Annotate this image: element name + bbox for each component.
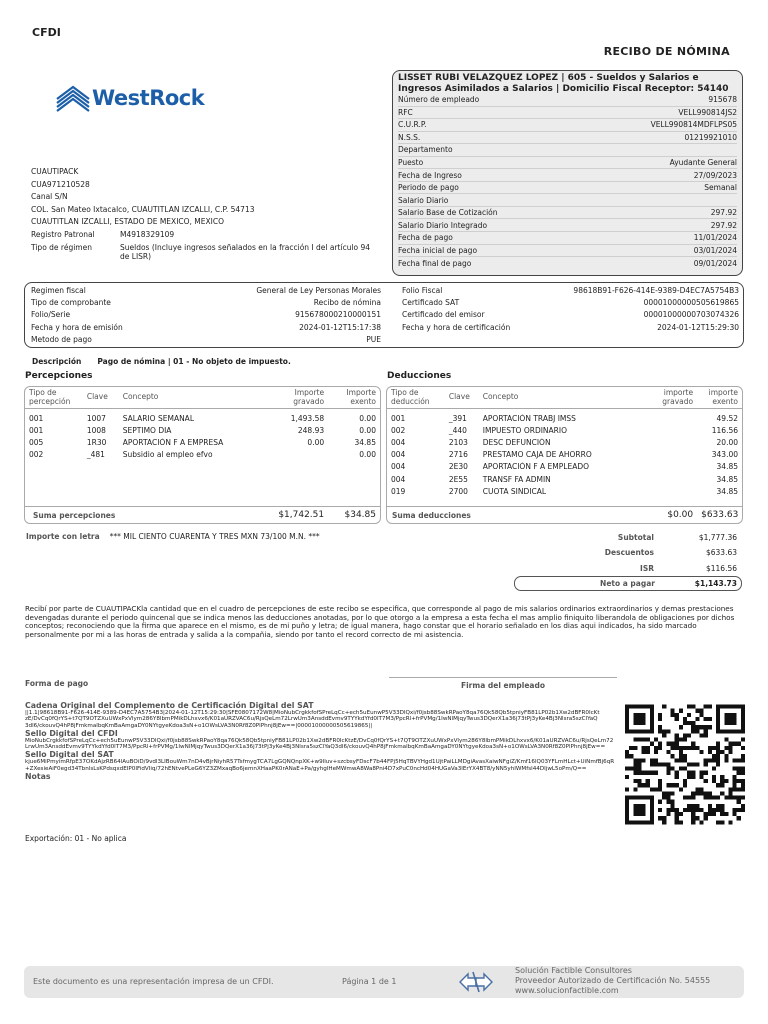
cell-concepto: IMPUESTO ORDINARIO [482,425,567,435]
cell-exento: 343.00 [711,450,739,460]
cell-exento: 116.56 [711,425,739,435]
footer-empresa: Solución Factible Consultores [515,966,632,975]
receptor-row-label: RFC [398,107,413,117]
suma-percepciones-exento: $34.85 [344,510,376,520]
sat-block [25,701,615,781]
total-value: $116.56 [705,563,737,573]
receptor-row-value: VELL990814MDFLPS05 [650,120,737,130]
table-row [387,473,742,485]
firma-line [389,677,617,678]
comprobante-label: Tipo de comprobante [31,297,111,307]
comprobante-row [402,309,739,321]
comprobante-label: Fecha y hora de certificación [402,322,511,332]
total-row [514,530,742,545]
comprobante-row [31,309,381,321]
comprobante-row [31,321,381,333]
receptor-row-value: 297.92 [710,208,737,218]
cell-clave: 1008 [86,425,106,435]
totales-rows [514,530,742,576]
receptor-box [392,70,743,276]
sello-cfdi: MioNubCrgkkfofSPreLqCc+ech5uEunwP5V33DlQxi/f0jsb88SwkRPaoY8qa76Qk58Qb5tpniyFB81LP02b1Xw2dBFR0IcKtzE/DvCq0fQrYS+t7QT9OTZXuUWxPxVlym286Y8lbmPMikDLhxvx6/K01aURZVAC6u/RjsQeLm72LrwUm3AnsddEvmv9TYYkdYfd0lT7M3/PpcRl+frPVMg/1IwNlMjqyTwus3DQerX1a36j73tPj3yKe4Bj3Nlsra5szClYaQ3dl6/ckouvQ4hP8jFmkmalbqKmBaAmgaDY0NYtgyeKdoa3sN+o1OWsLVA3N0Rf8Z0PlPhnj8jEw== [25,737,614,751]
footer-proveedor-no: Proveedor Autorizado de Certificación No. 54555 [515,976,711,985]
recibo-title: RECIBO DE NÓMINA [603,45,730,58]
receptor-row [398,182,737,195]
receptor-row-label: Número de empleado [398,95,480,105]
cell-tipo: 001 [29,425,44,435]
cell-exento: 0.00 [359,450,376,460]
comprobante-row [402,284,739,296]
descripcion-value: Pago de nómina | 01 - No objeto de impuesto. [97,357,291,366]
qr-code-icon [625,702,745,827]
deducciones-rows [387,409,742,497]
comprobante-value: 2024-01-12T15:29:30 [657,322,739,332]
table-row [387,461,742,473]
firma-empleado: Firma del empleado [460,681,546,690]
th-concepto: Concepto [122,393,159,402]
table-row [25,424,380,436]
cell-tipo: 019 [391,486,406,496]
regimen-value: Sueldos (Incluye ingresos señalados en la fracción I del artículo 94 de LISR) [120,242,371,261]
receptor-nombre: LISSET RUBI VELAZQUEZ LOPEZ | 605 - Sueldos y Salarios e Ingresos Asimilados a Salarios | Domicilio Fiscal Receptor: 54140 [398,73,729,94]
deducciones-title: Deducciones [387,371,452,381]
sello-cfdi-title: Sello Digital del CFDI [25,728,118,738]
emisor-colonia: COL. San Mateo Ixtacalco, CUAUTITLAN IZCALLI, C.P. 54713 [31,204,255,214]
cell-concepto: CUOTA SINDICAL [482,486,547,496]
footer-web: www.solucionfactible.com [515,986,619,995]
comprobante-right [402,284,739,333]
th-tipo: Tipo de percepción [29,389,71,406]
comprobante-label: Metodo de pago [31,334,92,344]
receptor-row-label: Salario Base de Cotización [398,208,498,218]
suma-deducciones-gravado: $0.00 [667,510,694,520]
receptor-row [398,257,737,270]
suma-percepciones-gravado: $1,742.51 [278,510,325,520]
cell-clave: 1007 [86,413,106,423]
total-label: Descuentos [604,548,654,558]
total-label: ISR [640,563,654,573]
receptor-row [398,169,737,182]
regimen-label: Tipo de régimen [31,242,92,252]
comprobante-row [402,296,739,308]
neto-label: Neto a pagar [600,578,655,588]
cell-clave: 2716 [448,450,468,460]
receptor-row-label: Periodo de pago [398,183,459,193]
receptor-row-value: 27/09/2023 [693,170,737,180]
totales [514,530,742,591]
receptor-row [398,94,737,107]
comprobante-row [31,284,381,296]
cell-clave: _391 [448,413,467,423]
suma-deducciones-exento: $633.63 [701,510,739,520]
cell-concepto: SALARIO SEMANAL [122,413,194,423]
th-gravado: Importe gravado [293,389,325,406]
cell-tipo: 004 [391,462,406,472]
receptor-row-label: Puesto [398,158,424,167]
receptor-rows [398,94,737,270]
cell-concepto: APORTACIÓN F A EMPRESA [122,437,224,447]
cell-exento: 49.52 [716,413,739,423]
cell-clave: 1R30 [86,437,107,447]
deducciones-suma [387,506,742,523]
cell-concepto: TRANSF FA ADMIN [482,474,551,484]
receptor-row [398,157,737,170]
comprobante-left [31,284,381,345]
table-row [25,436,380,448]
emisor-rfc: CUA971210528 [31,179,90,189]
receptor-row [398,219,737,232]
cell-clave: _440 [448,425,467,435]
footer-representacion: Este documento es una representación impresa de un CFDI. [33,977,274,986]
receptor-row-label: Fecha de Ingreso [398,170,462,180]
suma-percepciones-label: Suma percepciones [33,510,116,520]
cell-concepto: APORTACIÓN TRABJ IMSS [482,413,576,423]
table-row [387,424,742,436]
receptor-row-label: Salario Diario Integrado [398,220,488,230]
comprobante-value: 915678000210000151 [295,310,381,320]
cadena-original: ||1.1|98618B91-F626-414E-9389-D4EC7A5754B3|2024-01-12T15:29:30|SFE0807172W8|MioNubCrgkkfofSPreLqCc+ech5uEunwP5V33DlQxi/f0jsb88SwkRPaoY8qa76Qk58Qb5tpniyFB81LP02b1Xw2dBFR0IcKtzE/DvCq0fQrYS+t7QT9OTZXuUWxPxVlym286Y8lbmPMikDLhxvx6/K01aURZVAC6u/RjsQeLm72LrwUm3AnsddEvmv9TYYkdYfd0lT7M3/PpcRl+frPVMg/1IwNlMjqyTwus3DQerX1a36j73tPj3yKe4Bj3Nlsra5szClYaQ3dl6/ckouvQ4hP8jFmkmalbqKmBaAmgaDY0NYtgyeKdoa3sN+o1OWsLVA3N0Rf8Z0PlPhnj8jEw==|00001000000505619865|| [25,710,600,729]
total-row [514,561,742,576]
receptor-row-label: Salario Diario [398,195,449,205]
emisor-registro [31,229,391,242]
receptor-row-value: 297.92 [710,220,737,230]
cell-concepto: SEPTIMO DIA [122,425,172,435]
comprobante-value: 98618B91-F626-414E-9389-D4EC7A5754B3 [573,285,739,295]
receptor-row-value: Ayudante General [669,158,737,167]
percepciones-header [25,387,380,409]
descripcion-label: Descripción [32,357,82,366]
comprobante-label: Regimen fiscal [31,285,86,295]
cell-tipo: 001 [391,413,406,423]
cell-exento: 20.00 [716,437,739,447]
comprobante-label: Certificado SAT [402,297,460,307]
cell-tipo: 001 [29,413,44,423]
comprobante-value: 2024-01-12T15:17:38 [299,322,381,332]
receptor-row [398,232,737,245]
receptor-row-label: Fecha inicial de pago [398,245,478,255]
registro-value: M4918329109 [120,229,175,239]
footer-pagina: Página 1 de 1 [342,977,397,986]
comprobante-row [402,321,739,333]
notas-title: Notas [25,772,51,782]
emisor-block [31,166,391,261]
comprobante-label: Certificado del emisor [402,310,485,320]
importe-letra-label: Importe con letra [26,532,100,541]
receptor-row-label: Fecha de pago [398,233,453,243]
table-row [25,412,380,424]
forma-pago: Forma de pago [25,679,89,688]
table-row [25,449,380,461]
cell-concepto: APORTACIÓN F A EMPLEADO [482,462,590,472]
sello-sat-title: Sello Digital del SAT [25,750,114,760]
cell-tipo: 004 [391,450,406,460]
cell-clave: 2E30 [448,462,468,472]
registro-label: Registro Patronal [31,229,95,239]
cell-gravado: 248.93 [297,425,325,435]
cell-clave: 2E55 [448,474,468,484]
cell-exento: 0.00 [359,413,376,423]
cell-exento: 34.85 [716,462,739,472]
deducciones-table [386,386,743,524]
cell-tipo: 002 [391,425,406,435]
cell-exento: 34.85 [716,486,739,496]
receptor-row-label: Fecha final de pago [398,258,472,268]
th-tipo: Tipo de deducción [391,389,430,406]
table-row [387,436,742,448]
comprobante-label: Fecha y hora de emisión [31,322,123,332]
receptor-row-value: 915678 [708,95,737,105]
comprobante-value: 00001000000703074326 [643,310,739,320]
comprobante-value: PUE [366,334,381,344]
receptor-row-value: 01219921010 [684,132,737,142]
receptor-row-label: Departamento [398,145,453,155]
percepciones-rows [25,409,380,461]
emisor-regimen [31,242,391,261]
cell-concepto: Subsidio al empleo efvo [122,450,213,460]
suma-deducciones-label: Suma deducciones [392,510,471,520]
receptor-row [398,207,737,220]
receptor-row-label: N.S.S. [398,132,421,142]
cell-exento: 34.85 [716,474,739,484]
th-gravado: importe gravado [662,389,694,406]
cell-concepto: PRESTAMO CAJA DE AHORRO [482,450,592,460]
cell-gravado: 1,493.58 [290,413,325,423]
emisor-nombre: CUAUTIPACK [31,167,79,176]
cell-clave: 2103 [448,437,468,447]
receptor-row [398,119,737,132]
total-value: $1,777.36 [698,533,737,543]
receptor-row-value: 11/01/2024 [693,233,737,243]
total-label: Subtotal [617,533,654,543]
cfdi-title: CFDI [32,26,61,39]
neto-a-pagar [514,576,742,591]
total-value: $633.63 [705,548,737,558]
receptor-row [398,107,737,120]
receptor-row-label: C.U.R.P. [398,120,427,130]
receptor-row-value: 03/01/2024 [693,245,737,255]
receptor-row-value: 09/01/2024 [693,258,737,268]
receptor-row [398,132,737,145]
cell-tipo: 002 [29,450,44,460]
footer [24,966,744,998]
neto-value: $1,143.73 [694,578,737,588]
receptor-row-value: Semanal [704,183,737,193]
cell-concepto: DESC DEFUNCIÓN [482,437,551,447]
total-row [514,545,742,560]
comprobante-box [24,282,744,348]
comprobante-label: Folio Fiscal [402,285,443,295]
cell-clave: _481 [86,450,105,460]
receptor-row [398,144,737,157]
cell-tipo: 004 [391,437,406,447]
deducciones-header [387,387,742,409]
comprobante-value: 00001000000505619865 [643,297,739,307]
comprobante-row [31,296,381,308]
th-concepto: Concepto [482,393,519,402]
table-row [387,449,742,461]
cell-tipo: 005 [29,437,44,447]
logo-text: WestRock [92,86,205,110]
emisor-calle: Canal S/N [31,192,68,202]
comprobante-value: General de Ley Personas Morales [256,285,381,295]
receptor-row [398,245,737,258]
descripcion [32,357,291,366]
footer-proveedor [515,966,710,996]
cell-exento: 34.85 [354,437,376,447]
receptor-row-value: VELL990814JS2 [678,107,737,117]
percepciones-suma [25,506,380,523]
solucion-factible-logo-icon [456,968,496,996]
comprobante-value: Recibo de nómina [313,297,381,307]
cell-gravado: 0.00 [307,437,325,447]
importe-letra-value: *** MIL CIENTO CUARENTA Y TRES MXN 73/100 M.N. *** [109,532,320,541]
th-clave: Clave [86,393,108,402]
exportacion: Exportación: 01 - No aplica [25,834,127,843]
percepciones-title: Percepciones [25,371,93,381]
table-row [387,485,742,497]
importe-letra [26,532,320,541]
cell-exento: 0.00 [359,425,376,435]
comprobante-label: Folio/Serie [31,310,71,320]
receptor-row [398,194,737,207]
table-row [387,412,742,424]
th-exento: importe exento [708,389,739,406]
declaracion: Recibí por parte de CUAUTIPACKla cantidad que en el cuadro de percepciones de este recibo se especifica, que corresponde al pago de mis salarios ordinarios extraordinarios y demas prestaciones devengadas durante el periodo quincenal que se indica menos las deducciones anotadas, por lo que otorgo a la empresa a esta fecha el mas amplio finiquito liberandola de obligaciones por dichos conceptos; reconociendo que la firma que aparece en el mismo, es de mi puño y letra; de igual manera, hago constar que el horario señalado en los dias aqui indicados, ha sido marcado personalmente por mi a las horas de entrada y salida a la compañia, siendo por tanto el record correcto de mi asistencia. [25,604,735,639]
emisor-ciudad: CUAUTITLAN IZCALLI, ESTADO DE MEXICO, MEXICO [31,217,225,227]
sello-sat: kjue6MiPmyimRfpE37OKdAjzRB64lAuBOiD/9vdl3LIBouWm7nD4vBjrNiyhR57TsfmygTCA7LgGQNQnpXK+w9lluv+szcbsyFDscF7b44FPj5HqTBVYHgd1UjtPaiLLMDgiAvasXaiwNFgiZ/Kmf16lQ03YFLmHLct+UiNmfBj6qR+ZXesieAiF0egd34TbnlsLsKPdsqxdEIP0IFidVIiq/72hENtvePLeG6YZ3ZMxaqBo6jemnXHaaPK0rANaE+Pa/gyhglHeMWmwA8Wa8Pni4D7xPuC0ncHd04HUGaVa3lErYX4BT8/yNN5yhIWMfsl44DIjwL5oPm/Q== [25,759,615,772]
cell-tipo: 004 [391,474,406,484]
westrock-logo-icon [56,83,90,113]
cell-clave: 2700 [448,486,468,496]
cadena-title: Cadena Original del Complemento de Certificación Digital del SAT [25,701,314,710]
percepciones-table [24,386,381,524]
comprobante-row [31,333,381,345]
th-clave: Clave [448,393,470,402]
th-exento: Importe exento [346,389,376,406]
